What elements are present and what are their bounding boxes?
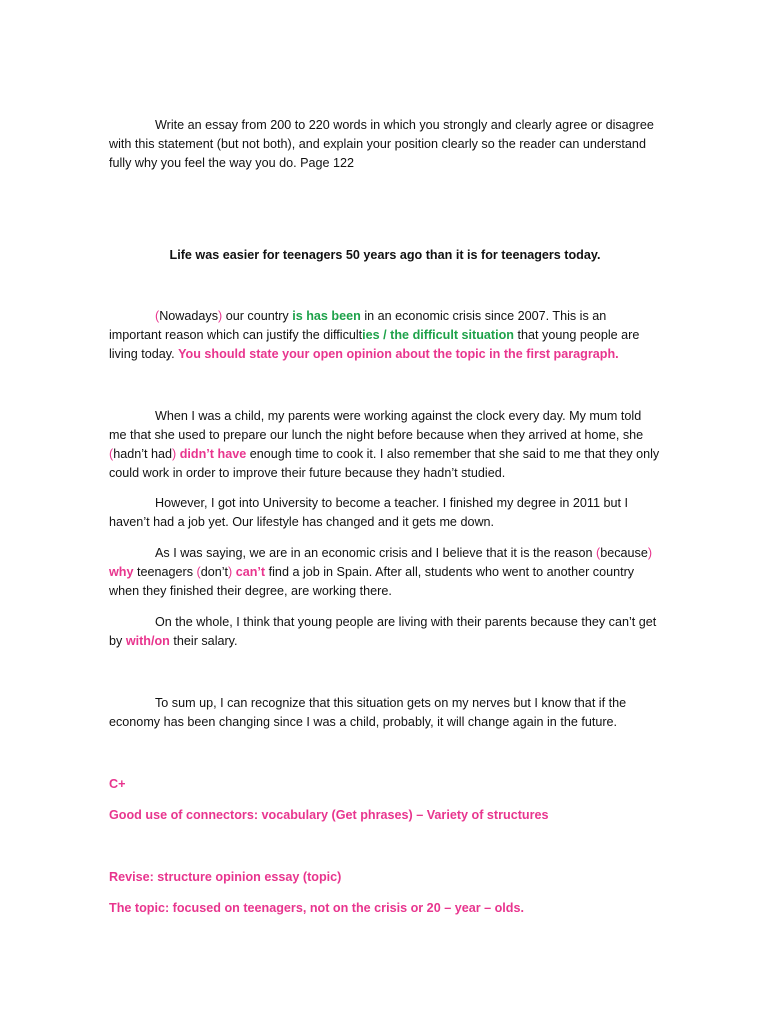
correction-bracket: (: [155, 309, 160, 323]
essay-text: To sum up, I can recognize that this situation gets on my nerves but I know that if the economy has been changing since I was a child, probably, it will change again in the future.: [109, 696, 627, 729]
correction-bracket: (: [196, 565, 201, 579]
feedback-connectors: Good use of connectors: vocabulary (Get phrases) – Variety of structures: [109, 808, 549, 822]
essay-text: However, I got into University to become a teacher. I finished my degree in 2011 but I haven’t had a job yet. Our lifestyle has changed and it gets me down.: [109, 496, 628, 529]
essay-paragraph-3: [109, 494, 661, 532]
essay-text: in an economic crisis since 2007. This is an important reason which can justify the difficult: [109, 309, 607, 342]
correction-word: why: [109, 565, 134, 579]
essay-paragraph-2: [109, 407, 661, 483]
feedback-revise: Revise: structure opinion essay (topic): [109, 870, 342, 884]
feedback-topic: The topic: focused on teenagers, not on the crisis or 20 – year – olds.: [109, 901, 524, 915]
essay-text: When I was a child, my parents were working against the clock every day. My mum told me that she used to prepare our lunch the night before because when they arrived at home, she: [109, 409, 644, 442]
crossed-word: don’t: [200, 565, 229, 579]
essay-text: that young people are living today.: [109, 328, 640, 361]
essay-text: their salary.: [169, 634, 238, 648]
correction-word: can’t: [232, 565, 266, 579]
grade: C+: [109, 777, 126, 791]
correction-bracket: ): [218, 309, 223, 323]
teacher-comment: You should state your open opinion about the topic in the first paragraph.: [178, 347, 619, 361]
correction-bracket: ): [647, 546, 653, 560]
suggested-correction: ies / the difficult situation: [362, 328, 515, 342]
essay-text: find a job in Spain. After all, students who went to another country when they finished their degree, are working there.: [109, 565, 635, 598]
essay-text: enough time to cook it. I also remember that she said to me that they only could work in order to improve their future because they hadn’t studied.: [109, 447, 660, 480]
correction-bracket: ): [228, 565, 233, 579]
essay-paragraph-6: [109, 694, 661, 732]
essay-text: teenagers: [133, 565, 197, 579]
essay-paragraph-4: [109, 544, 661, 601]
correction-word: with/on: [125, 634, 170, 648]
correction-bracket: (: [109, 447, 114, 461]
suggested-correction: is has been: [292, 309, 361, 323]
crossed-word: hadn’t had: [113, 447, 173, 461]
essay-prompt: [109, 116, 661, 173]
essay-text: On the whole, I think that young people are living with their parents because they can’t get by: [109, 615, 657, 648]
essay-paragraph-5: [109, 613, 661, 651]
crossed-word: because: [600, 546, 648, 560]
essay-text: As I was saying, we are in an economic crisis and I believe that it is the reason: [155, 546, 596, 560]
correction-bracket: (: [596, 546, 601, 560]
essay-text: our country: [222, 309, 293, 323]
crossed-word: Nowadays: [159, 309, 219, 323]
essay-paragraph-1: [109, 307, 661, 364]
correction-word: didn’t have: [176, 447, 247, 461]
essay-prompt-text: Write an essay from 200 to 220 words in which you strongly and clearly agree or disagree with this statement (but not both), and explain your position clearly so the reader can understand fully why you feel the way you do. Page 122: [109, 118, 654, 170]
essay-statement: Life was easier for teenagers 50 years ago than it is for teenagers today.: [169, 248, 601, 262]
correction-bracket: ): [172, 447, 177, 461]
